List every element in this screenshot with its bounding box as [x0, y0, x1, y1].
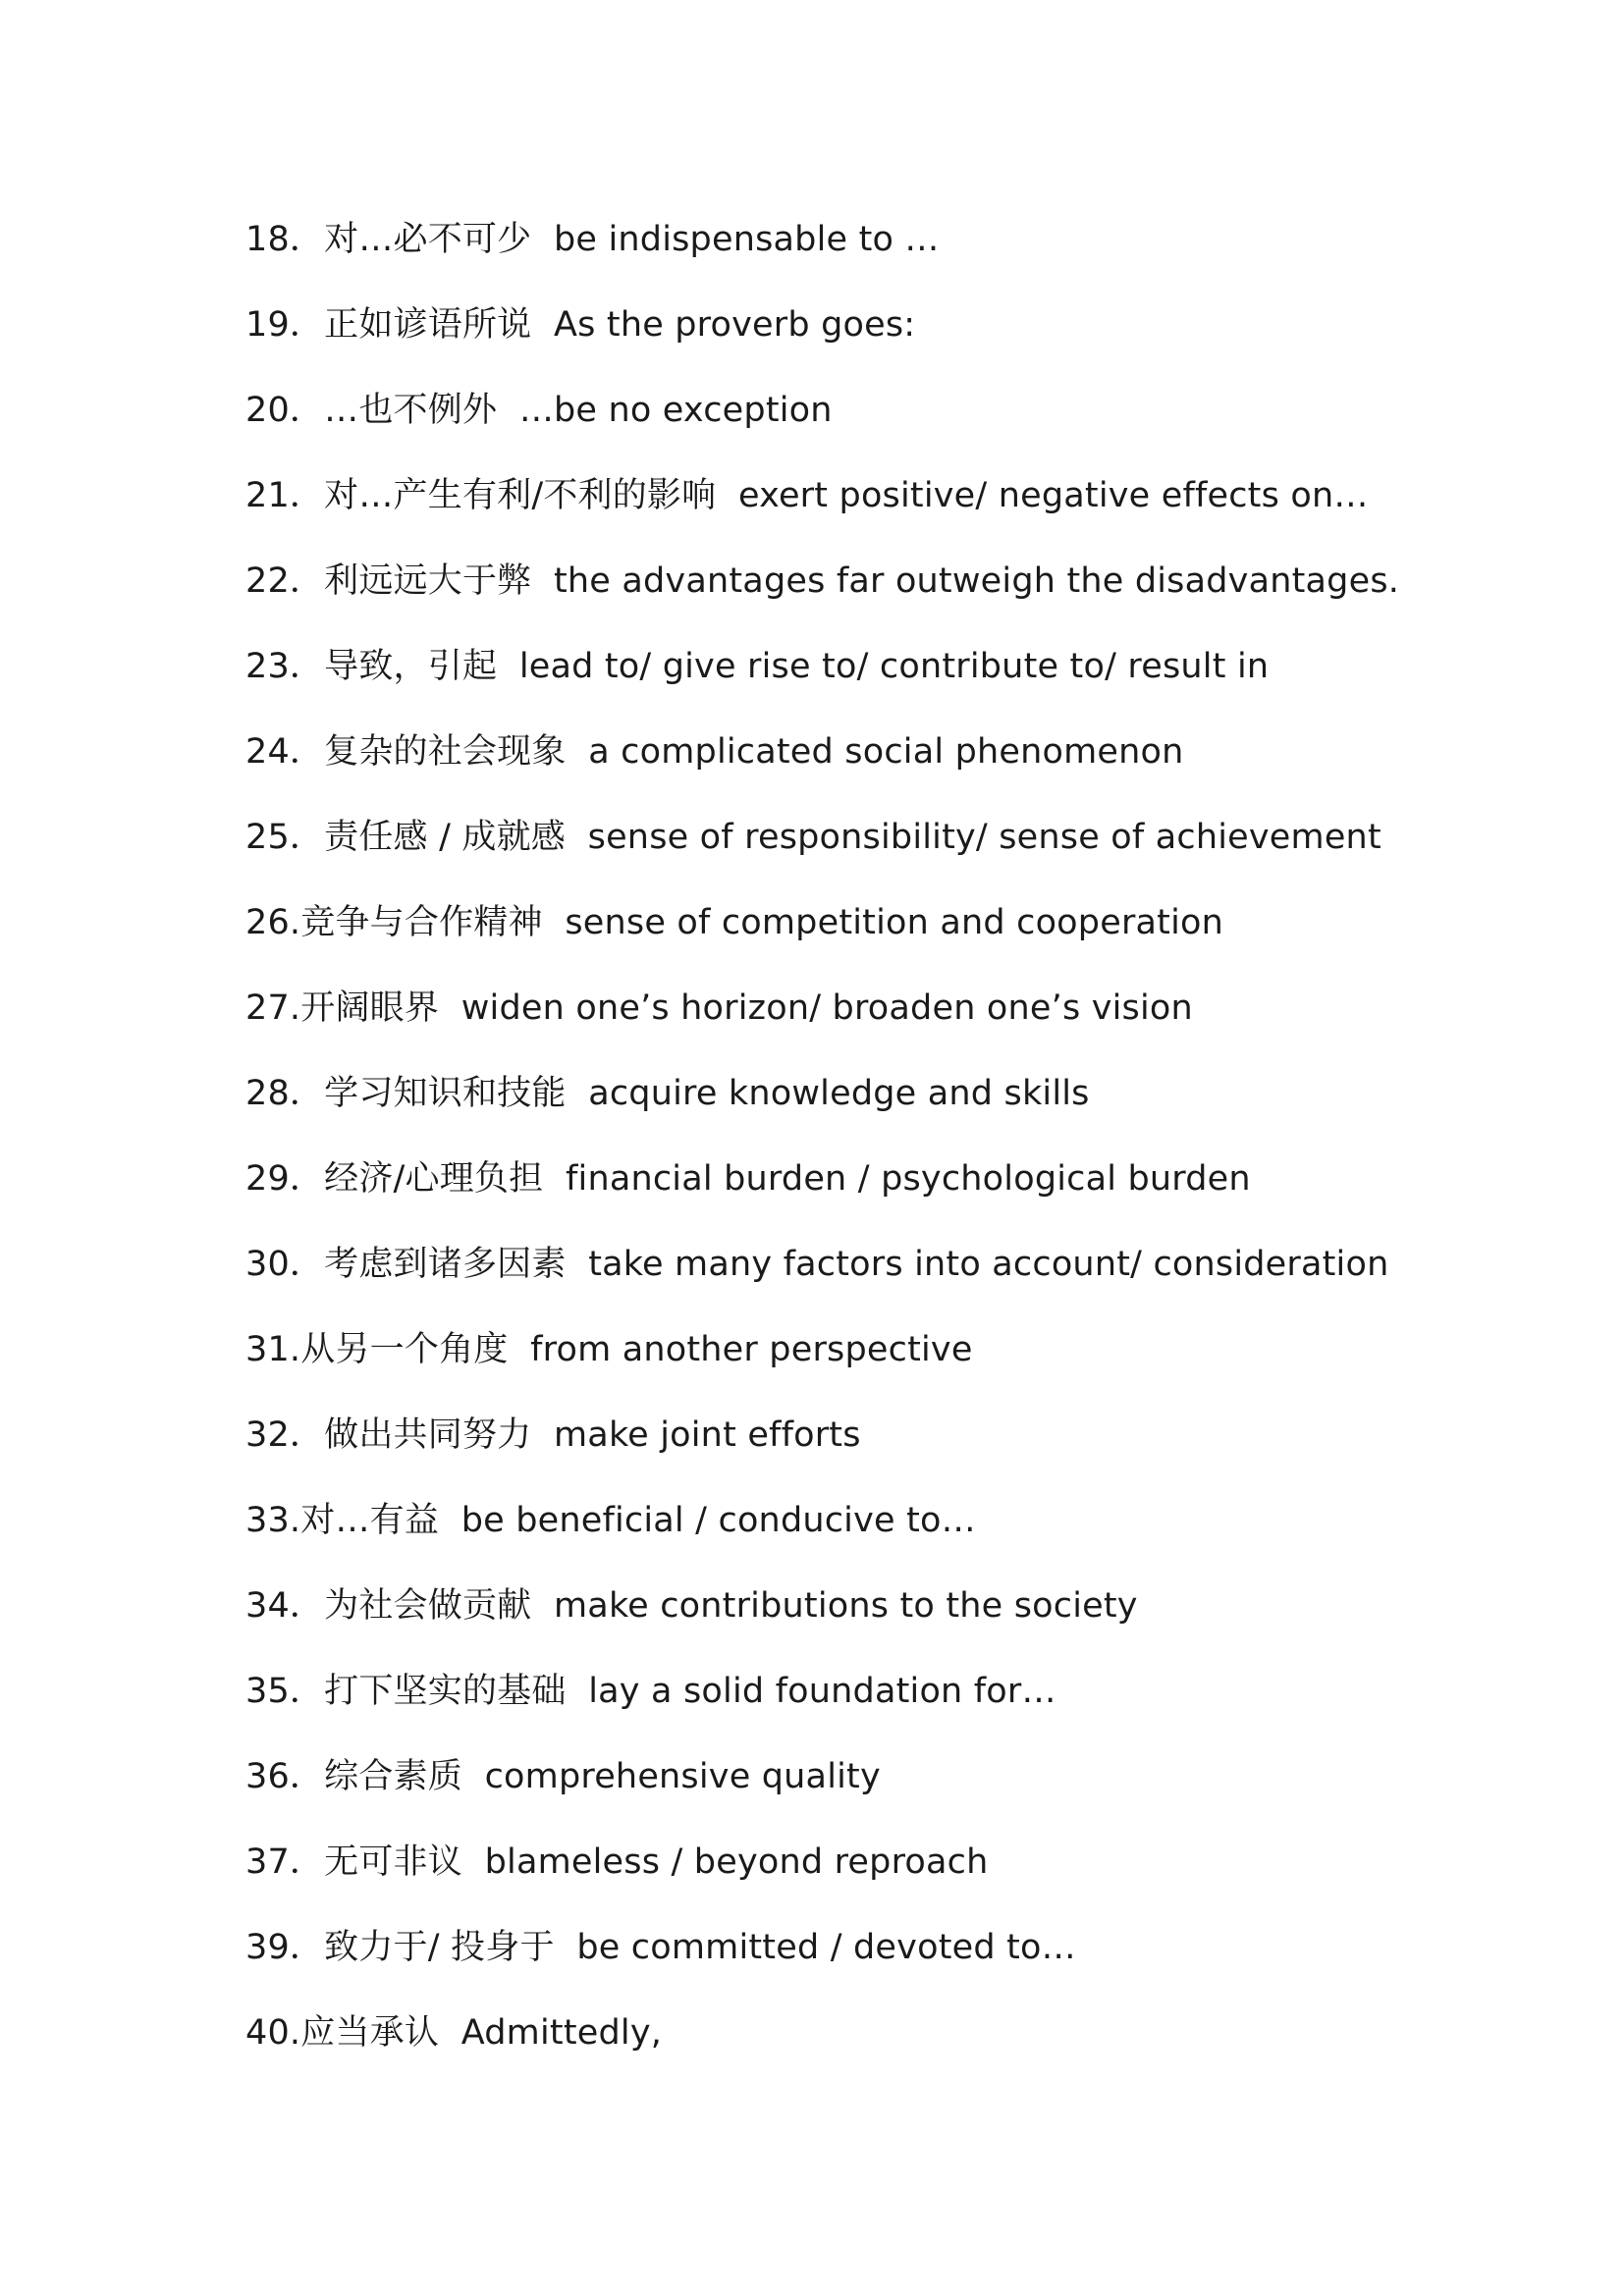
list-item	[245, 1153, 1522, 1239]
chinese-phrase: 开阔眼界	[300, 988, 440, 1028]
chinese-phrase: 对…有益	[300, 1501, 440, 1540]
item-number: 33.	[245, 1501, 301, 1540]
chinese-phrase: 为社会做贡献	[324, 1586, 532, 1626]
list-item	[245, 1410, 1522, 1495]
item-number: 21．	[245, 476, 325, 515]
english-phrase: a complicated social phenomenon	[588, 732, 1184, 772]
item-number: 34．	[245, 1586, 325, 1626]
item-number: 27.	[245, 988, 301, 1028]
list-item	[245, 1580, 1522, 1666]
list-item	[245, 1239, 1522, 1324]
chinese-phrase: 责任感 / 成就感	[324, 818, 566, 857]
item-number: 37．	[245, 1842, 325, 1882]
chinese-phrase: 从另一个角度	[300, 1330, 509, 1369]
item-number: 25．	[245, 818, 325, 857]
chinese-phrase: 学习知识和技能	[324, 1074, 567, 1113]
item-number: 39．	[245, 1928, 325, 1967]
english-phrase: lay a solid foundation for…	[588, 1672, 1056, 1711]
chinese-phrase: 打下坚实的基础	[324, 1672, 567, 1711]
list-item	[245, 556, 1522, 641]
item-number: 19．	[245, 305, 325, 345]
english-phrase: sense of competition and cooperation	[565, 903, 1224, 942]
chinese-phrase: …也不例外	[324, 391, 498, 430]
chinese-phrase: 致力于/ 投身于	[324, 1928, 555, 1967]
chinese-phrase: 导致，引起	[324, 647, 498, 686]
chinese-phrase: 复杂的社会现象	[324, 732, 567, 772]
english-phrase: acquire knowledge and skills	[588, 1074, 1090, 1113]
item-number: 23．	[245, 647, 325, 686]
item-number: 31.	[245, 1330, 301, 1369]
english-phrase: the advantages far outweigh the disadvantages.	[554, 561, 1400, 601]
english-phrase: comprehensive quality	[484, 1757, 881, 1796]
english-phrase: be beneficial / conducive to…	[460, 1501, 976, 1540]
list-item	[245, 385, 1522, 470]
chinese-phrase: 正如谚语所说	[324, 305, 532, 345]
item-number: 28．	[245, 1074, 325, 1113]
english-phrase: widen one’s horizon/ broaden one’s vision	[460, 988, 1193, 1028]
item-number: 32．	[245, 1415, 325, 1455]
list-item	[245, 470, 1522, 556]
chinese-phrase: 经济/心理负担	[324, 1159, 544, 1199]
chinese-phrase: 对…必不可少	[324, 220, 532, 259]
chinese-phrase: 对…产生有利/不利的影响	[324, 476, 717, 515]
item-number: 24．	[245, 732, 325, 772]
item-number: 26.	[245, 903, 301, 942]
item-number: 35．	[245, 1672, 325, 1711]
english-phrase: lead to/ give rise to/ contribute to/ result in	[518, 647, 1270, 686]
list-item	[245, 299, 1522, 385]
list-item	[245, 897, 1522, 983]
english-phrase: blameless / beyond reproach	[484, 1842, 989, 1882]
list-item	[245, 214, 1522, 299]
english-phrase: make joint efforts	[554, 1415, 861, 1455]
list-item	[245, 983, 1522, 1068]
chinese-phrase: 考虑到诸多因素	[324, 1245, 567, 1284]
chinese-phrase: 利远远大于弊	[324, 561, 532, 601]
item-number: 22．	[245, 561, 325, 601]
list-item	[245, 1324, 1522, 1410]
english-phrase: take many factors into account/ consideration	[588, 1245, 1389, 1284]
list-item	[245, 2007, 1522, 2093]
list-item	[245, 1751, 1522, 1837]
item-number: 20．	[245, 391, 325, 430]
list-item	[245, 812, 1522, 897]
item-number: 29．	[245, 1159, 325, 1199]
phrase-list	[245, 214, 1522, 2093]
english-phrase: be committed / devoted to…	[576, 1928, 1076, 1967]
english-phrase: Admittedly,	[460, 2013, 663, 2053]
list-item	[245, 1068, 1522, 1153]
list-item	[245, 1495, 1522, 1580]
english-phrase: be indispensable to …	[554, 220, 940, 259]
chinese-phrase: 做出共同努力	[324, 1415, 532, 1455]
chinese-phrase: 竞争与合作精神	[300, 903, 543, 942]
english-phrase: financial burden / psychological burden	[566, 1159, 1251, 1199]
list-item	[245, 1922, 1522, 2007]
list-item	[245, 1666, 1522, 1751]
english-phrase: make contributions to the society	[554, 1586, 1138, 1626]
english-phrase: from another perspective	[530, 1330, 973, 1369]
list-item	[245, 1837, 1522, 1922]
item-number: 30．	[245, 1245, 325, 1284]
english-phrase: …be no exception	[518, 391, 833, 430]
list-item	[245, 726, 1522, 812]
item-number: 18．	[245, 220, 325, 259]
english-phrase: sense of responsibility/ sense of achievement	[587, 818, 1381, 857]
english-phrase: exert positive/ negative effects on…	[738, 476, 1369, 515]
chinese-phrase: 无可非议	[324, 1842, 462, 1882]
chinese-phrase: 应当承认	[300, 2013, 440, 2053]
item-number: 36．	[245, 1757, 325, 1796]
english-phrase: As the proverb goes:	[554, 305, 916, 345]
item-number: 40.	[245, 2013, 301, 2053]
chinese-phrase: 综合素质	[324, 1757, 462, 1796]
list-item	[245, 641, 1522, 726]
